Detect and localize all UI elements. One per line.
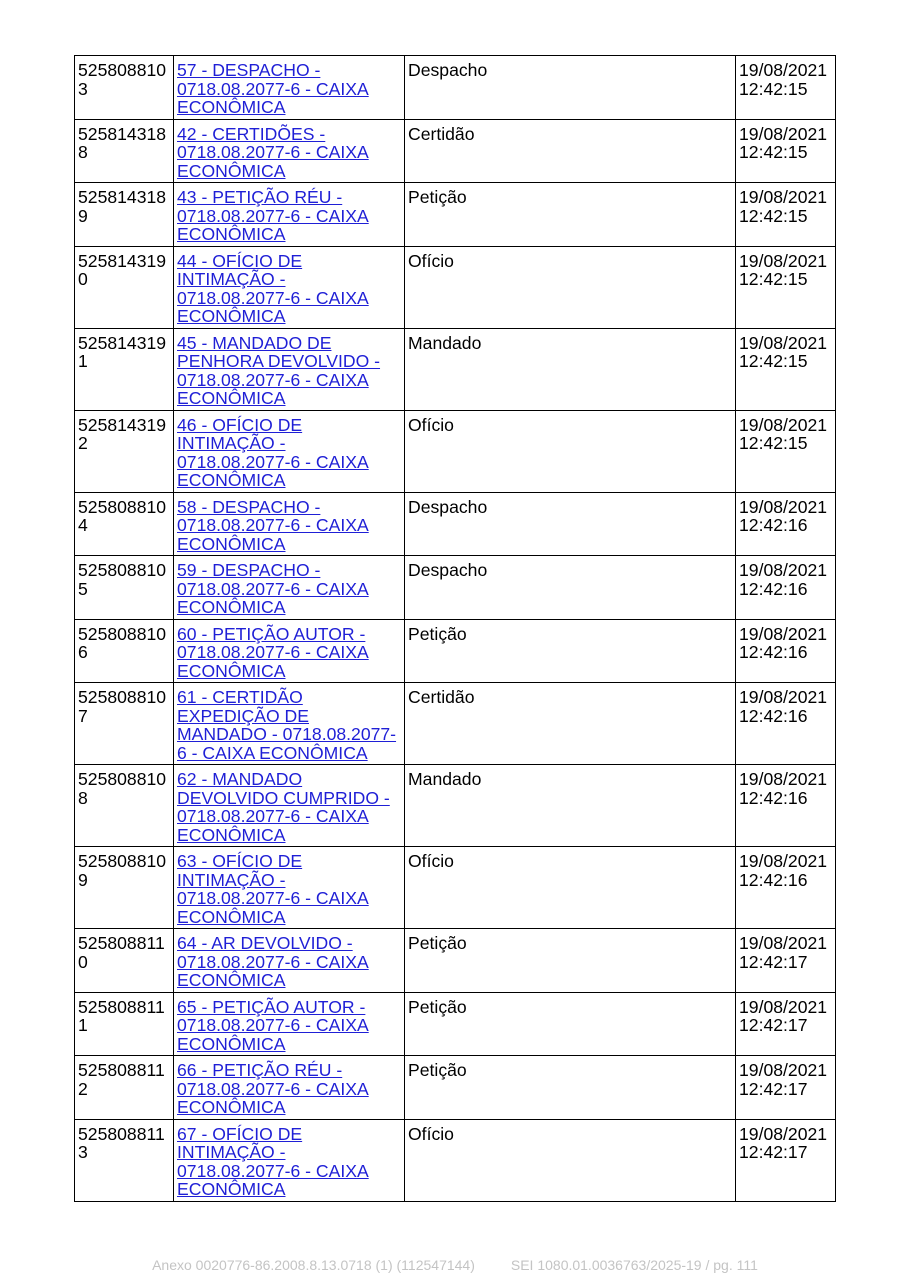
document-date: 19/08/2021 [739, 769, 828, 789]
document-link[interactable]: 60 - PETIÇÃO AUTOR - 0718.08.2077-6 - CAIXA ECONÔMICA [177, 623, 369, 681]
document-type-cell: Certidão [405, 119, 736, 183]
table-row [75, 410, 836, 492]
document-datetime-cell [736, 765, 836, 847]
document-link[interactable]: 59 - DESPACHO - 0718.08.2077-6 - CAIXA ECONÔMICA [177, 560, 369, 617]
document-date: 19/08/2021 [739, 496, 828, 517]
page-footer [0, 1257, 910, 1273]
document-name-cell [174, 556, 405, 620]
document-name-cell [174, 929, 405, 993]
document-link[interactable]: 45 - MANDADO DE PENHORA DEVOLVIDO - 0718.08.2077-6 - CAIXA ECONÔMICA [177, 332, 381, 408]
document-datetime-cell [736, 492, 836, 556]
document-id-cell: 5258088103 [75, 56, 174, 120]
document-time: 12:42:15 [739, 78, 808, 99]
document-date: 19/08/2021 [739, 687, 828, 707]
document-name-cell [174, 765, 405, 847]
document-type-cell: Petição [405, 1056, 736, 1120]
document-datetime-cell [736, 328, 836, 410]
document-date: 19/08/2021 [739, 560, 828, 580]
document-date: 19/08/2021 [739, 1123, 828, 1144]
document-datetime-cell [736, 847, 836, 929]
document-id-cell: 5258143191 [75, 328, 174, 410]
document-datetime-cell [736, 410, 836, 492]
document-type-cell: Ofício [405, 847, 736, 929]
document-date: 19/08/2021 [739, 933, 828, 953]
document-name-cell [174, 1056, 405, 1120]
document-name-cell [174, 492, 405, 556]
document-link[interactable]: 62 - MANDADO DEVOLVIDO CUMPRIDO - 0718.08.2077-6 - CAIXA ECONÔMICA [177, 769, 390, 845]
document-time: 12:42:15 [739, 205, 808, 226]
document-name-cell [174, 56, 405, 120]
document-id-cell: 5258143190 [75, 246, 174, 328]
document-datetime-cell [736, 119, 836, 183]
table-row [75, 119, 836, 183]
table-row [75, 56, 836, 120]
document-link[interactable]: 44 - OFÍCIO DE INTIMAÇÃO - 0718.08.2077-6 - CAIXA ECONÔMICA [177, 250, 369, 326]
table-row [75, 328, 836, 410]
table-row [75, 683, 836, 765]
document-type-cell: Petição [405, 992, 736, 1056]
document-name-cell [174, 1119, 405, 1201]
document-link[interactable]: 46 - OFÍCIO DE INTIMAÇÃO - 0718.08.2077-6 - CAIXA ECONÔMICA [177, 414, 369, 490]
document-date: 19/08/2021 [739, 123, 828, 144]
document-type-cell: Mandado [405, 328, 736, 410]
document-time: 12:42:16 [739, 869, 808, 890]
document-name-cell [174, 847, 405, 929]
document-time: 12:42:17 [739, 1015, 808, 1035]
document-link[interactable]: 64 - AR DEVOLVIDO - 0718.08.2077-6 - CAIXA ECONÔMICA [177, 933, 369, 990]
document-time: 12:42:16 [739, 515, 808, 535]
document-id-cell: 5258143189 [75, 183, 174, 247]
document-date: 19/08/2021 [739, 250, 828, 271]
document-datetime-cell [736, 556, 836, 620]
document-type-cell: Despacho [405, 56, 736, 120]
document-link[interactable]: 57 - DESPACHO - 0718.08.2077-6 - CAIXA ECONÔMICA [177, 60, 369, 117]
document-time: 12:42:15 [739, 433, 808, 453]
document-time: 12:42:17 [739, 1142, 808, 1162]
document-type-cell: Petição [405, 929, 736, 993]
document-id-cell: 5258143188 [75, 119, 174, 183]
document-time: 12:42:16 [739, 705, 808, 726]
document-name-cell [174, 183, 405, 247]
document-time: 12:42:15 [739, 351, 808, 371]
document-link[interactable]: 43 - PETIÇÃO RÉU - 0718.08.2077-6 - CAIXA ECONÔMICA [177, 187, 369, 244]
document-type-cell: Mandado [405, 765, 736, 847]
document-time: 12:42:15 [739, 269, 808, 289]
document-datetime-cell [736, 183, 836, 247]
document-name-cell [174, 246, 405, 328]
document-datetime-cell [736, 619, 836, 683]
document-link[interactable]: 66 - PETIÇÃO RÉU - 0718.08.2077-6 - CAIXA ECONÔMICA [177, 1060, 369, 1117]
document-datetime-cell [736, 683, 836, 765]
document-name-cell [174, 992, 405, 1056]
document-type-cell: Ofício [405, 1119, 736, 1201]
document-name-cell [174, 619, 405, 683]
document-type-cell: Despacho [405, 556, 736, 620]
footer-sei-page-number: SEI 1080.01.0036763/2025-19 / pg. 111 [510, 1257, 758, 1273]
documents-table-body [75, 56, 836, 1202]
document-name-cell [174, 410, 405, 492]
document-link[interactable]: 61 - CERTIDÃO EXPEDIÇÃO DE MANDADO - 0718.08.2077-6 - CAIXA ECONÔMICA [177, 687, 397, 763]
document-time: 12:42:16 [739, 578, 808, 599]
table-row [75, 1119, 836, 1201]
document-link[interactable]: 67 - OFÍCIO DE INTIMAÇÃO - 0718.08.2077-6 - CAIXA ECONÔMICA [177, 1123, 369, 1199]
document-id-cell: 5258088111 [75, 992, 174, 1056]
document-date: 19/08/2021 [739, 332, 828, 353]
document-date: 19/08/2021 [739, 996, 828, 1017]
document-name-cell [174, 119, 405, 183]
document-id-cell: 5258088109 [75, 847, 174, 929]
table-row [75, 556, 836, 620]
document-id-cell: 5258088108 [75, 765, 174, 847]
document-link[interactable]: 65 - PETIÇÃO AUTOR - 0718.08.2077-6 - CAIXA ECONÔMICA [177, 996, 369, 1054]
document-id-cell: 5258088112 [75, 1056, 174, 1120]
document-time: 12:42:16 [739, 787, 808, 808]
table-row [75, 765, 836, 847]
document-id-cell: 5258143192 [75, 410, 174, 492]
document-type-cell: Petição [405, 183, 736, 247]
document-time: 12:42:17 [739, 951, 808, 972]
document-link[interactable]: 63 - OFÍCIO DE INTIMAÇÃO - 0718.08.2077-6 - CAIXA ECONÔMICA [177, 851, 369, 927]
document-date: 19/08/2021 [739, 60, 828, 80]
document-type-cell: Ofício [405, 410, 736, 492]
document-datetime-cell [736, 1119, 836, 1201]
document-date: 19/08/2021 [739, 414, 828, 435]
table-row [75, 619, 836, 683]
document-time: 12:42:16 [739, 642, 808, 662]
table-row [75, 183, 836, 247]
table-row [75, 246, 836, 328]
document-id-cell: 5258088113 [75, 1119, 174, 1201]
document-type-cell: Petição [405, 619, 736, 683]
document-date: 19/08/2021 [739, 623, 828, 644]
document-type-cell: Despacho [405, 492, 736, 556]
document-name-cell [174, 683, 405, 765]
documents-table [74, 55, 836, 1202]
document-link[interactable]: 42 - CERTIDÕES - 0718.08.2077-6 - CAIXA ECONÔMICA [177, 123, 369, 181]
document-datetime-cell [736, 929, 836, 993]
document-type-cell: Certidão [405, 683, 736, 765]
document-link[interactable]: 58 - DESPACHO - 0718.08.2077-6 - CAIXA ECONÔMICA [177, 496, 369, 554]
document-datetime-cell [736, 246, 836, 328]
document-id-cell: 5258088110 [75, 929, 174, 993]
table-row [75, 847, 836, 929]
document-time: 12:42:17 [739, 1078, 808, 1099]
document-date: 19/08/2021 [739, 187, 828, 207]
document-date: 19/08/2021 [739, 1060, 828, 1080]
document-date: 19/08/2021 [739, 851, 828, 871]
table-row [75, 992, 836, 1056]
document-type-cell: Ofício [405, 246, 736, 328]
document-datetime-cell [736, 56, 836, 120]
footer-annex-reference: Anexo 0020776-86.2008.8.13.0718 (1) (112547144) [152, 1257, 475, 1273]
document-id-cell: 5258088106 [75, 619, 174, 683]
document-name-cell [174, 328, 405, 410]
table-row [75, 492, 836, 556]
document-datetime-cell [736, 1056, 836, 1120]
document-id-cell: 5258088105 [75, 556, 174, 620]
document-time: 12:42:15 [739, 142, 808, 162]
document-datetime-cell [736, 992, 836, 1056]
document-id-cell: 5258088107 [75, 683, 174, 765]
table-row [75, 929, 836, 993]
table-row [75, 1056, 836, 1120]
document-id-cell: 5258088104 [75, 492, 174, 556]
